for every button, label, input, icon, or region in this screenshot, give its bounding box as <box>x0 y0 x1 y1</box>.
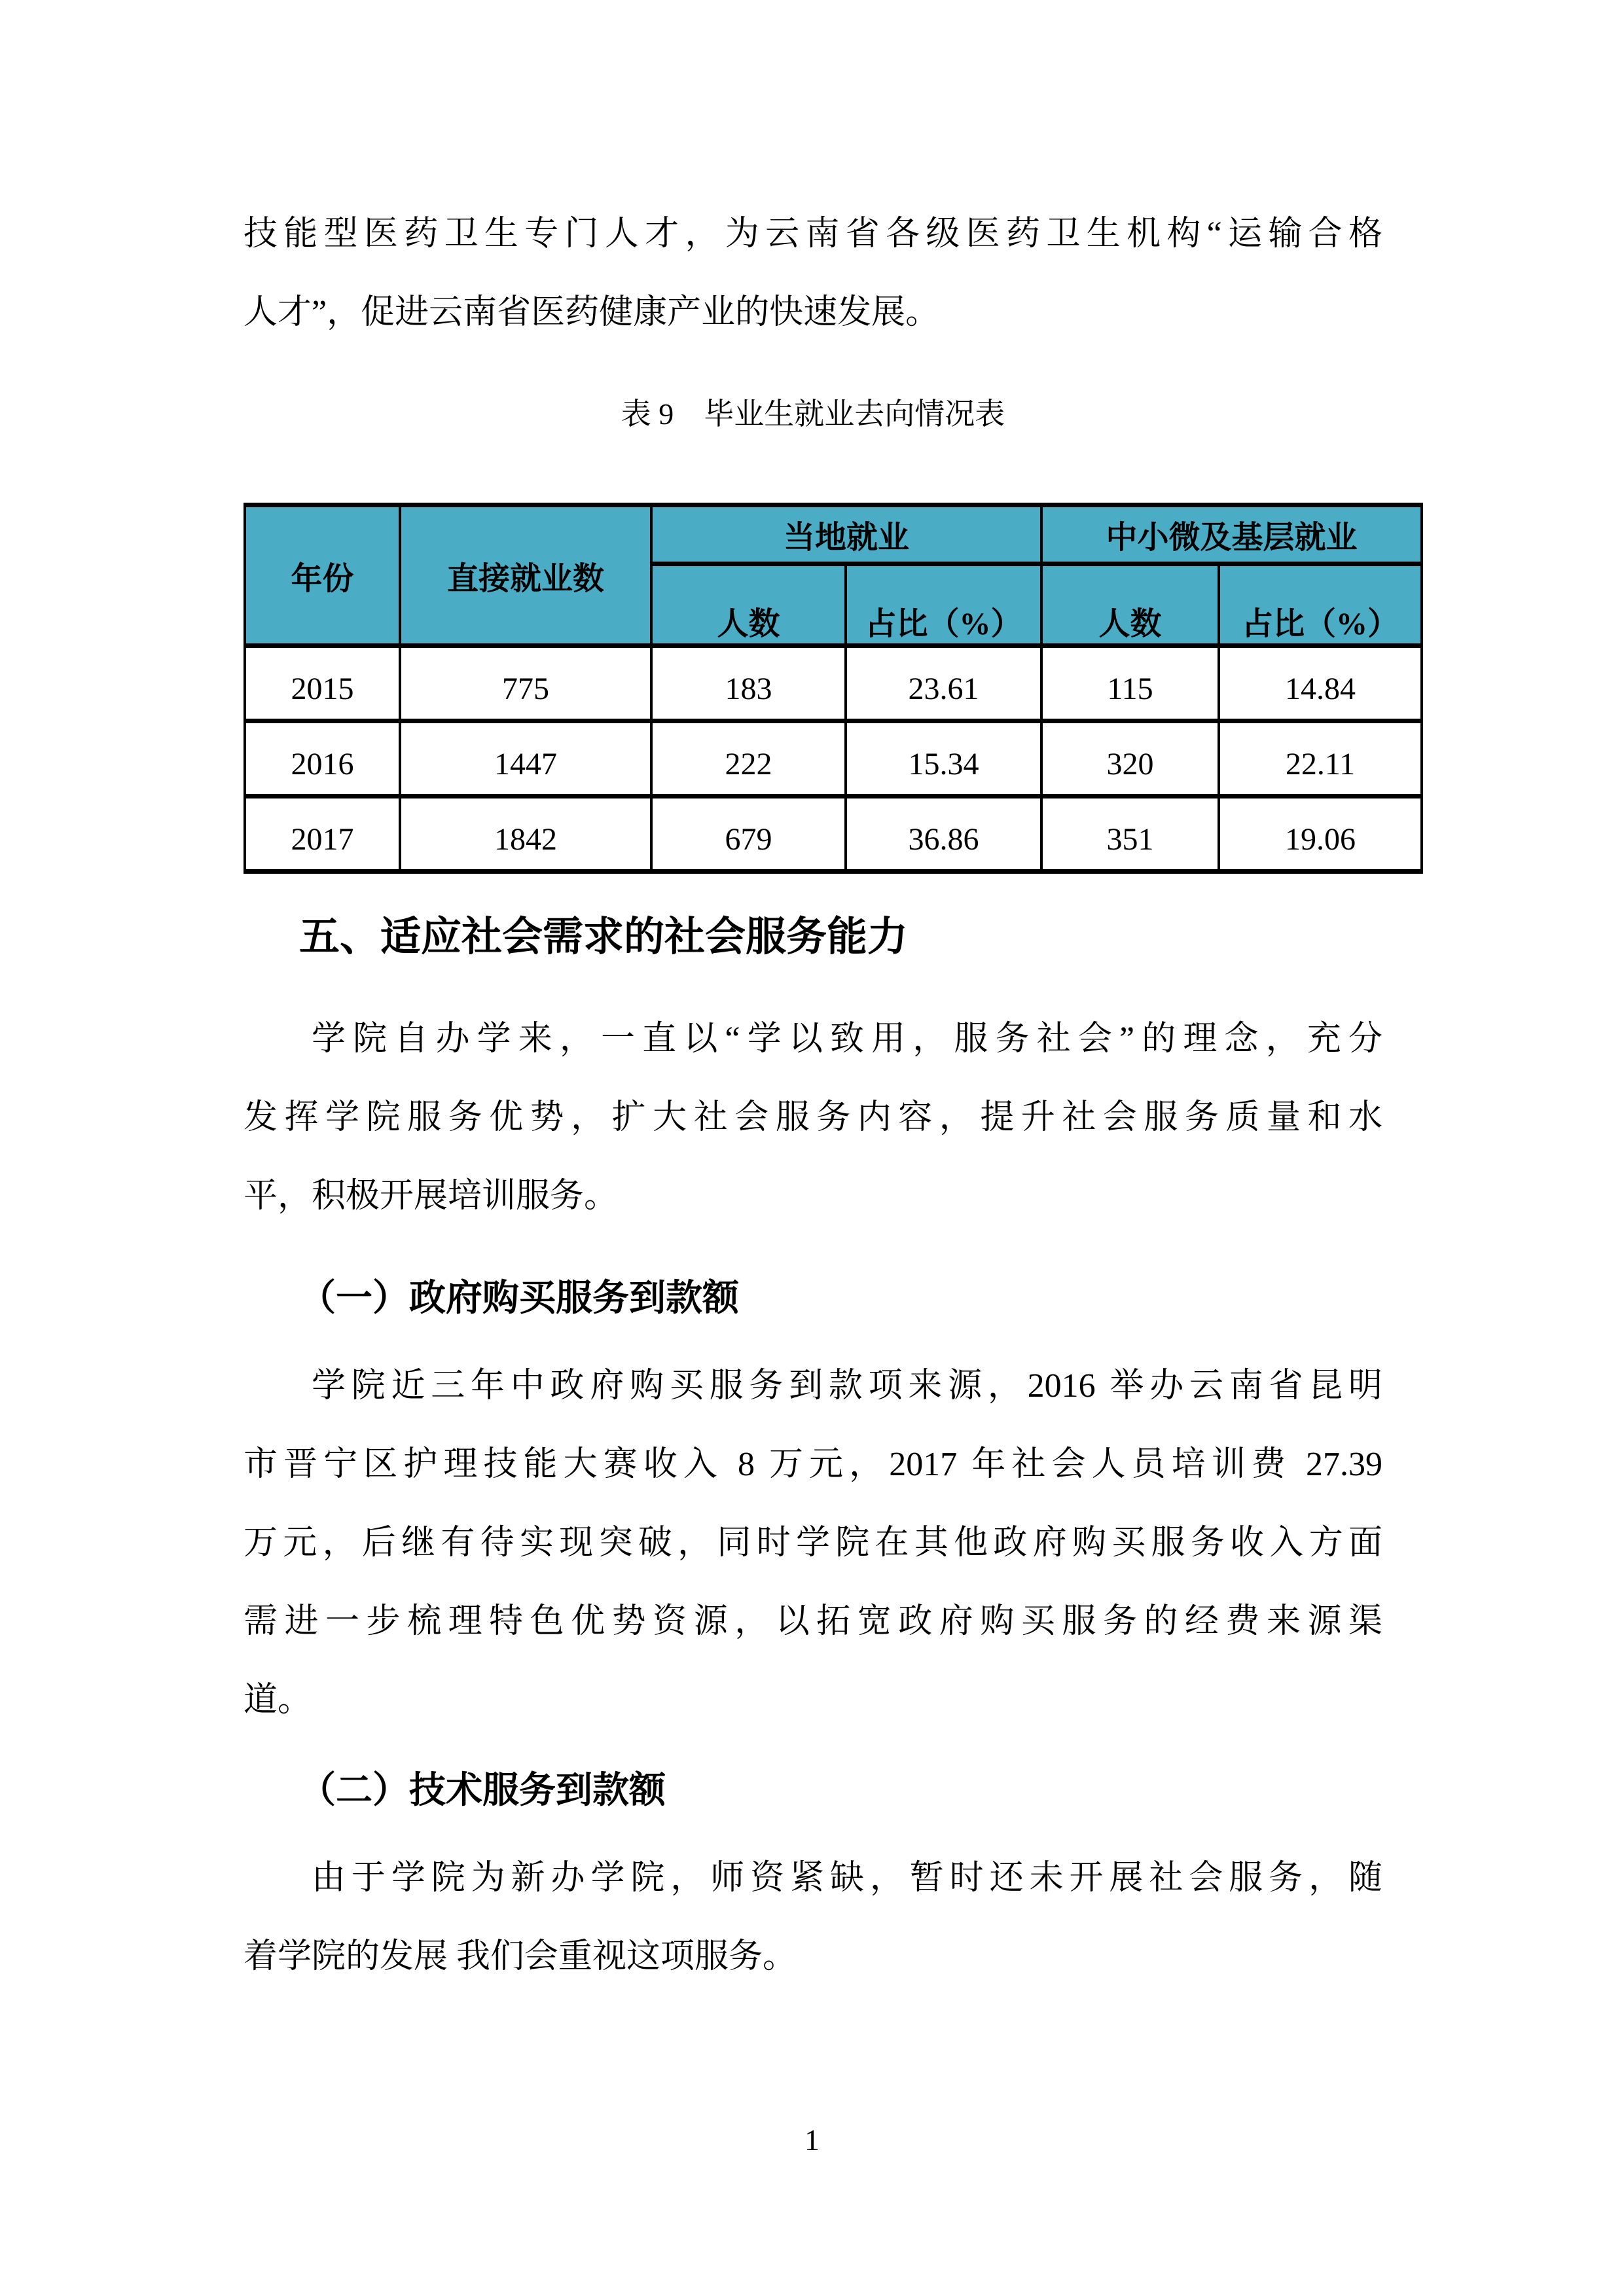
subsection-1-paragraph <box>244 1347 1382 1740</box>
page-number: 1 <box>804 2123 820 2157</box>
cell-year: 2017 <box>245 797 400 872</box>
cell-sme-pct: 14.84 <box>1219 646 1422 721</box>
cell-local-pct: 36.86 <box>846 797 1041 872</box>
paragraph-line: 学院自办学来，一直以“学以致用，服务社会”的理念，充分 <box>312 1020 1382 1058</box>
header-sme-percent: 占比（%） <box>1219 564 1422 646</box>
cell-local-count: 183 <box>651 646 846 721</box>
cell-direct: 775 <box>400 646 651 721</box>
paragraph-line: 平，积极开展培训服务。 <box>244 1177 619 1215</box>
table-row <box>245 721 1422 797</box>
cell-direct: 1447 <box>400 721 651 797</box>
cell-sme-pct: 22.11 <box>1219 721 1422 797</box>
paragraph-line: 市晋宁区护理技能大赛收入 8 万元，2017 年社会人员培训费 27.39 <box>244 1446 1382 1483</box>
paragraph-line: 需进一步梳理特色优势资源，以拓宽政府购买服务的经费来源渠 <box>244 1603 1382 1640</box>
cell-local-pct: 23.61 <box>846 646 1041 721</box>
cell-local-count: 222 <box>651 721 846 797</box>
header-direct-employment: 直接就业数 <box>400 505 651 646</box>
header-year: 年份 <box>245 505 400 646</box>
paragraph-line: 学院近三年中政府购买服务到款项来源，2016 举办云南省昆明 <box>312 1367 1382 1405</box>
header-sme-grassroots-group: 中小微及基层就业 <box>1041 505 1422 564</box>
intro-line: 技能型医药卫生专门人才，为云南省各级医药卫生机构“运输合格 <box>244 215 1382 253</box>
subsection-2-paragraph <box>244 1839 1382 1996</box>
section-5-paragraph <box>244 1000 1382 1236</box>
intro-line: 人才”，促进云南省医药健康产业的快速发展。 <box>244 294 940 331</box>
paragraph-line: 着学院的发展 我们会重视这项服务。 <box>244 1938 797 1975</box>
employment-table <box>244 503 1423 874</box>
intro-paragraph <box>244 195 1382 352</box>
header-local-count: 人数 <box>651 564 846 646</box>
section-5-heading: 五、适应社会需求的社会服务能力 <box>299 914 909 960</box>
cell-sme-pct: 19.06 <box>1219 797 1422 872</box>
header-sme-count: 人数 <box>1041 564 1219 646</box>
cell-year: 2016 <box>245 721 400 797</box>
subsection-2-heading: （二）技术服务到款额 <box>299 1770 666 1811</box>
header-local-employment-group: 当地就业 <box>651 505 1041 564</box>
cell-local-count: 679 <box>651 797 846 872</box>
paragraph-line: 万元，后继有待实现突破，同时学院在其他政府购买服务收入方面 <box>244 1524 1382 1562</box>
cell-sme-count: 115 <box>1041 646 1219 721</box>
cell-year: 2015 <box>245 646 400 721</box>
subsection-1-heading: （一）政府购买服务到款额 <box>299 1278 739 1319</box>
paragraph-line: 发挥学院服务优势，扩大社会服务内容，提升社会服务质量和水 <box>244 1099 1382 1136</box>
table-row <box>245 797 1422 872</box>
paragraph-line: 由于学院为新办学院，师资紧缺，暂时还未开展社会服务，随 <box>312 1859 1382 1897</box>
paragraph-line: 道。 <box>244 1681 312 1719</box>
table-row <box>245 646 1422 721</box>
employment-table-wrapper <box>244 503 1420 874</box>
cell-sme-count: 320 <box>1041 721 1219 797</box>
header-local-percent: 占比（%） <box>846 564 1041 646</box>
table-caption: 表 9 毕业生就业去向情况表 <box>621 397 1005 431</box>
cell-sme-count: 351 <box>1041 797 1219 872</box>
cell-local-pct: 15.34 <box>846 721 1041 797</box>
cell-direct: 1842 <box>400 797 651 872</box>
